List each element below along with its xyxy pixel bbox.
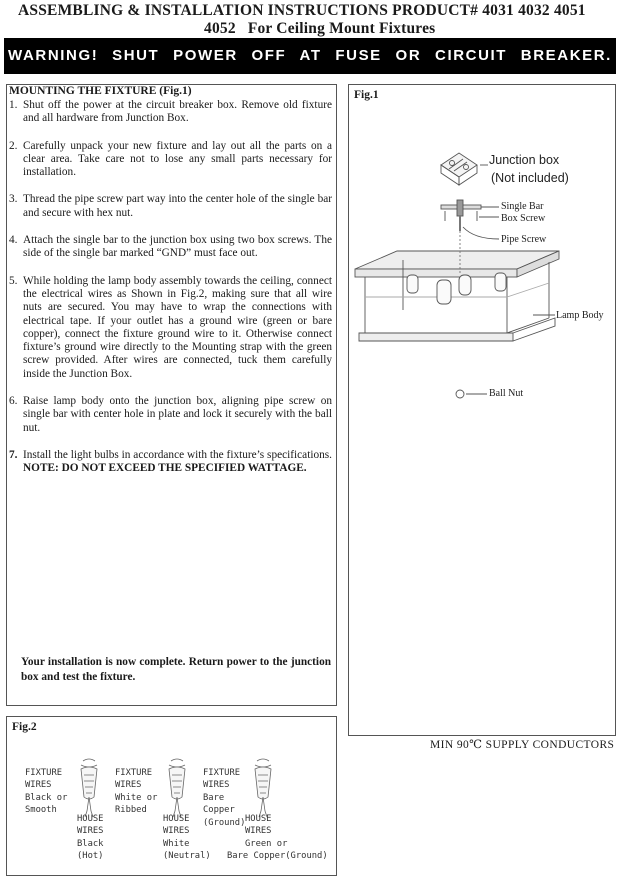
title-product-code: 4052 [204, 20, 236, 37]
completion-note: Your installation is now complete. Return power to the junction box and test the fixture. [21, 656, 331, 683]
wire-label-line: FIXTURE [115, 768, 153, 778]
document-title [18, 2, 618, 38]
step-2: 2. Carefully unpack your new fixture and lay out all the parts on a clear area. Take care not to lose any small parts necessary for installation. [9, 139, 332, 179]
wire-label-line: Black or [25, 792, 68, 803]
step-6: 6. Raise lamp body onto the junction box, aligning pipe screw on single bar with center hole in plate and lock it securely with the ball nut. [9, 395, 332, 434]
step-1: 1. Shut off the power at the circuit breaker box. Remove old fixture and all hardware from Junction Box. [9, 99, 332, 125]
house-wires-black [77, 813, 103, 863]
wire-label-line: FIXTURE [203, 768, 241, 778]
box-screw-label: Box Screw [501, 213, 546, 224]
wire-label-line: HOUSE [77, 814, 104, 824]
single-bar-illustration [441, 200, 499, 221]
wire-label-line: Bare [203, 792, 225, 803]
junction-box-illustration [441, 153, 477, 185]
wire-nut-icon-1 [81, 759, 97, 817]
wire-label-line: Bare Copper(Ground) [227, 851, 328, 862]
wattage-note: NOTE: DO NOT EXCEED THE SPECIFIED WATTAGE. [23, 462, 307, 475]
warning-banner: WARNING! SHUT POWER OFF AT FUSE OR CIRCUIT BREAKER. [4, 38, 616, 74]
fig2-label: Fig.2 [12, 721, 37, 733]
wire-label-line: Smooth [25, 805, 57, 816]
fixture-wires-black [25, 767, 67, 817]
mounting-title: MOUNTING THE FIXTURE (Fig.1) [9, 85, 192, 97]
step-7: 7. Install the light bulbs in accordance with the fixture’s specifications. NOTE: DO NOT EXCEED THE SPECIFIED WATTAGE. [9, 448, 332, 475]
wire-label-line: (Neutral) [163, 851, 211, 862]
wire-label-line: HOUSE [245, 814, 272, 824]
fixture-exploded-diagram [349, 135, 615, 475]
wire-label-line: WIRES [163, 826, 190, 837]
ball-nut-illustration [456, 390, 487, 398]
wire-label-line: WIRES [203, 780, 230, 791]
not-included-label: (Not included) [491, 171, 569, 185]
title-line-2 [18, 20, 618, 38]
wire-label-line: Green or [245, 838, 288, 849]
wire-label-line: WIRES [77, 826, 104, 837]
step-4: 4. Attach the single bar to the junction box using two box screws. The side of the single bar marked “GND” must face out. [9, 234, 332, 260]
house-wires-ground [227, 813, 328, 863]
wire-label-line: Black [77, 838, 104, 849]
wire-label-line: WIRES [115, 780, 142, 791]
step-3: 3. Thread the pipe screw part way into the center hole of the single bar and secure with hex nut. [9, 193, 332, 219]
wire-label-line: Copper [203, 805, 235, 816]
wire-nut-icon-2 [169, 759, 185, 817]
ball-nut-label: Ball Nut [489, 388, 524, 399]
wire-label-line: HOUSE [163, 814, 190, 824]
wire-label-line: (Hot) [77, 851, 104, 862]
fixture-wires-white [115, 767, 157, 817]
lamp-body-illustration [355, 231, 559, 341]
fig1-panel [348, 84, 616, 736]
title-line-1: ASSEMBLING & INSTALLATION INSTRUCTIONS PRODUCT# 4031 4032 4051 [18, 2, 586, 19]
mounting-instructions-panel [6, 84, 337, 706]
wire-label-line: (Ground) [203, 817, 246, 828]
wire-label-line: Ribbed [115, 805, 147, 816]
wire-label-line: FIXTURE [25, 768, 63, 778]
title-subtitle: For Ceiling Mount Fixtures [247, 20, 436, 37]
wire-label-line: WIRES [25, 780, 52, 791]
supply-conductors-note: MIN 90℃ SUPPLY CONDUCTORS [430, 739, 615, 751]
wire-label-line: White [163, 838, 190, 849]
fig2-panel [6, 716, 337, 876]
step-5: 5. While holding the lamp body assembly towards the ceiling, connect the electrical wires as Shown in Fig.2, making sure that all wire nuts are secured. You may have to wrap the connections with electrical tape. If your outlet has a ground wire (green or bare copper), connect the fixture ground wire to it. Otherwise connect fixture’s ground wire directly to the Mounting strap with the green screw provided. After wires are connected, tuck them carefully inside the Junction Box. [9, 274, 332, 380]
wire-nut-icon-3 [255, 759, 271, 817]
pipe-screw-label: Pipe Screw [501, 234, 547, 245]
wire-label-line: WIRES [245, 826, 272, 837]
single-bar-label: Single Bar [501, 201, 544, 212]
steps-list [7, 99, 332, 476]
fig1-label: Fig.1 [354, 89, 379, 101]
junction-box-label: Junction box [489, 153, 560, 167]
wire-label-line: White or [115, 792, 158, 803]
lamp-body-label: Lamp Body [556, 310, 604, 321]
